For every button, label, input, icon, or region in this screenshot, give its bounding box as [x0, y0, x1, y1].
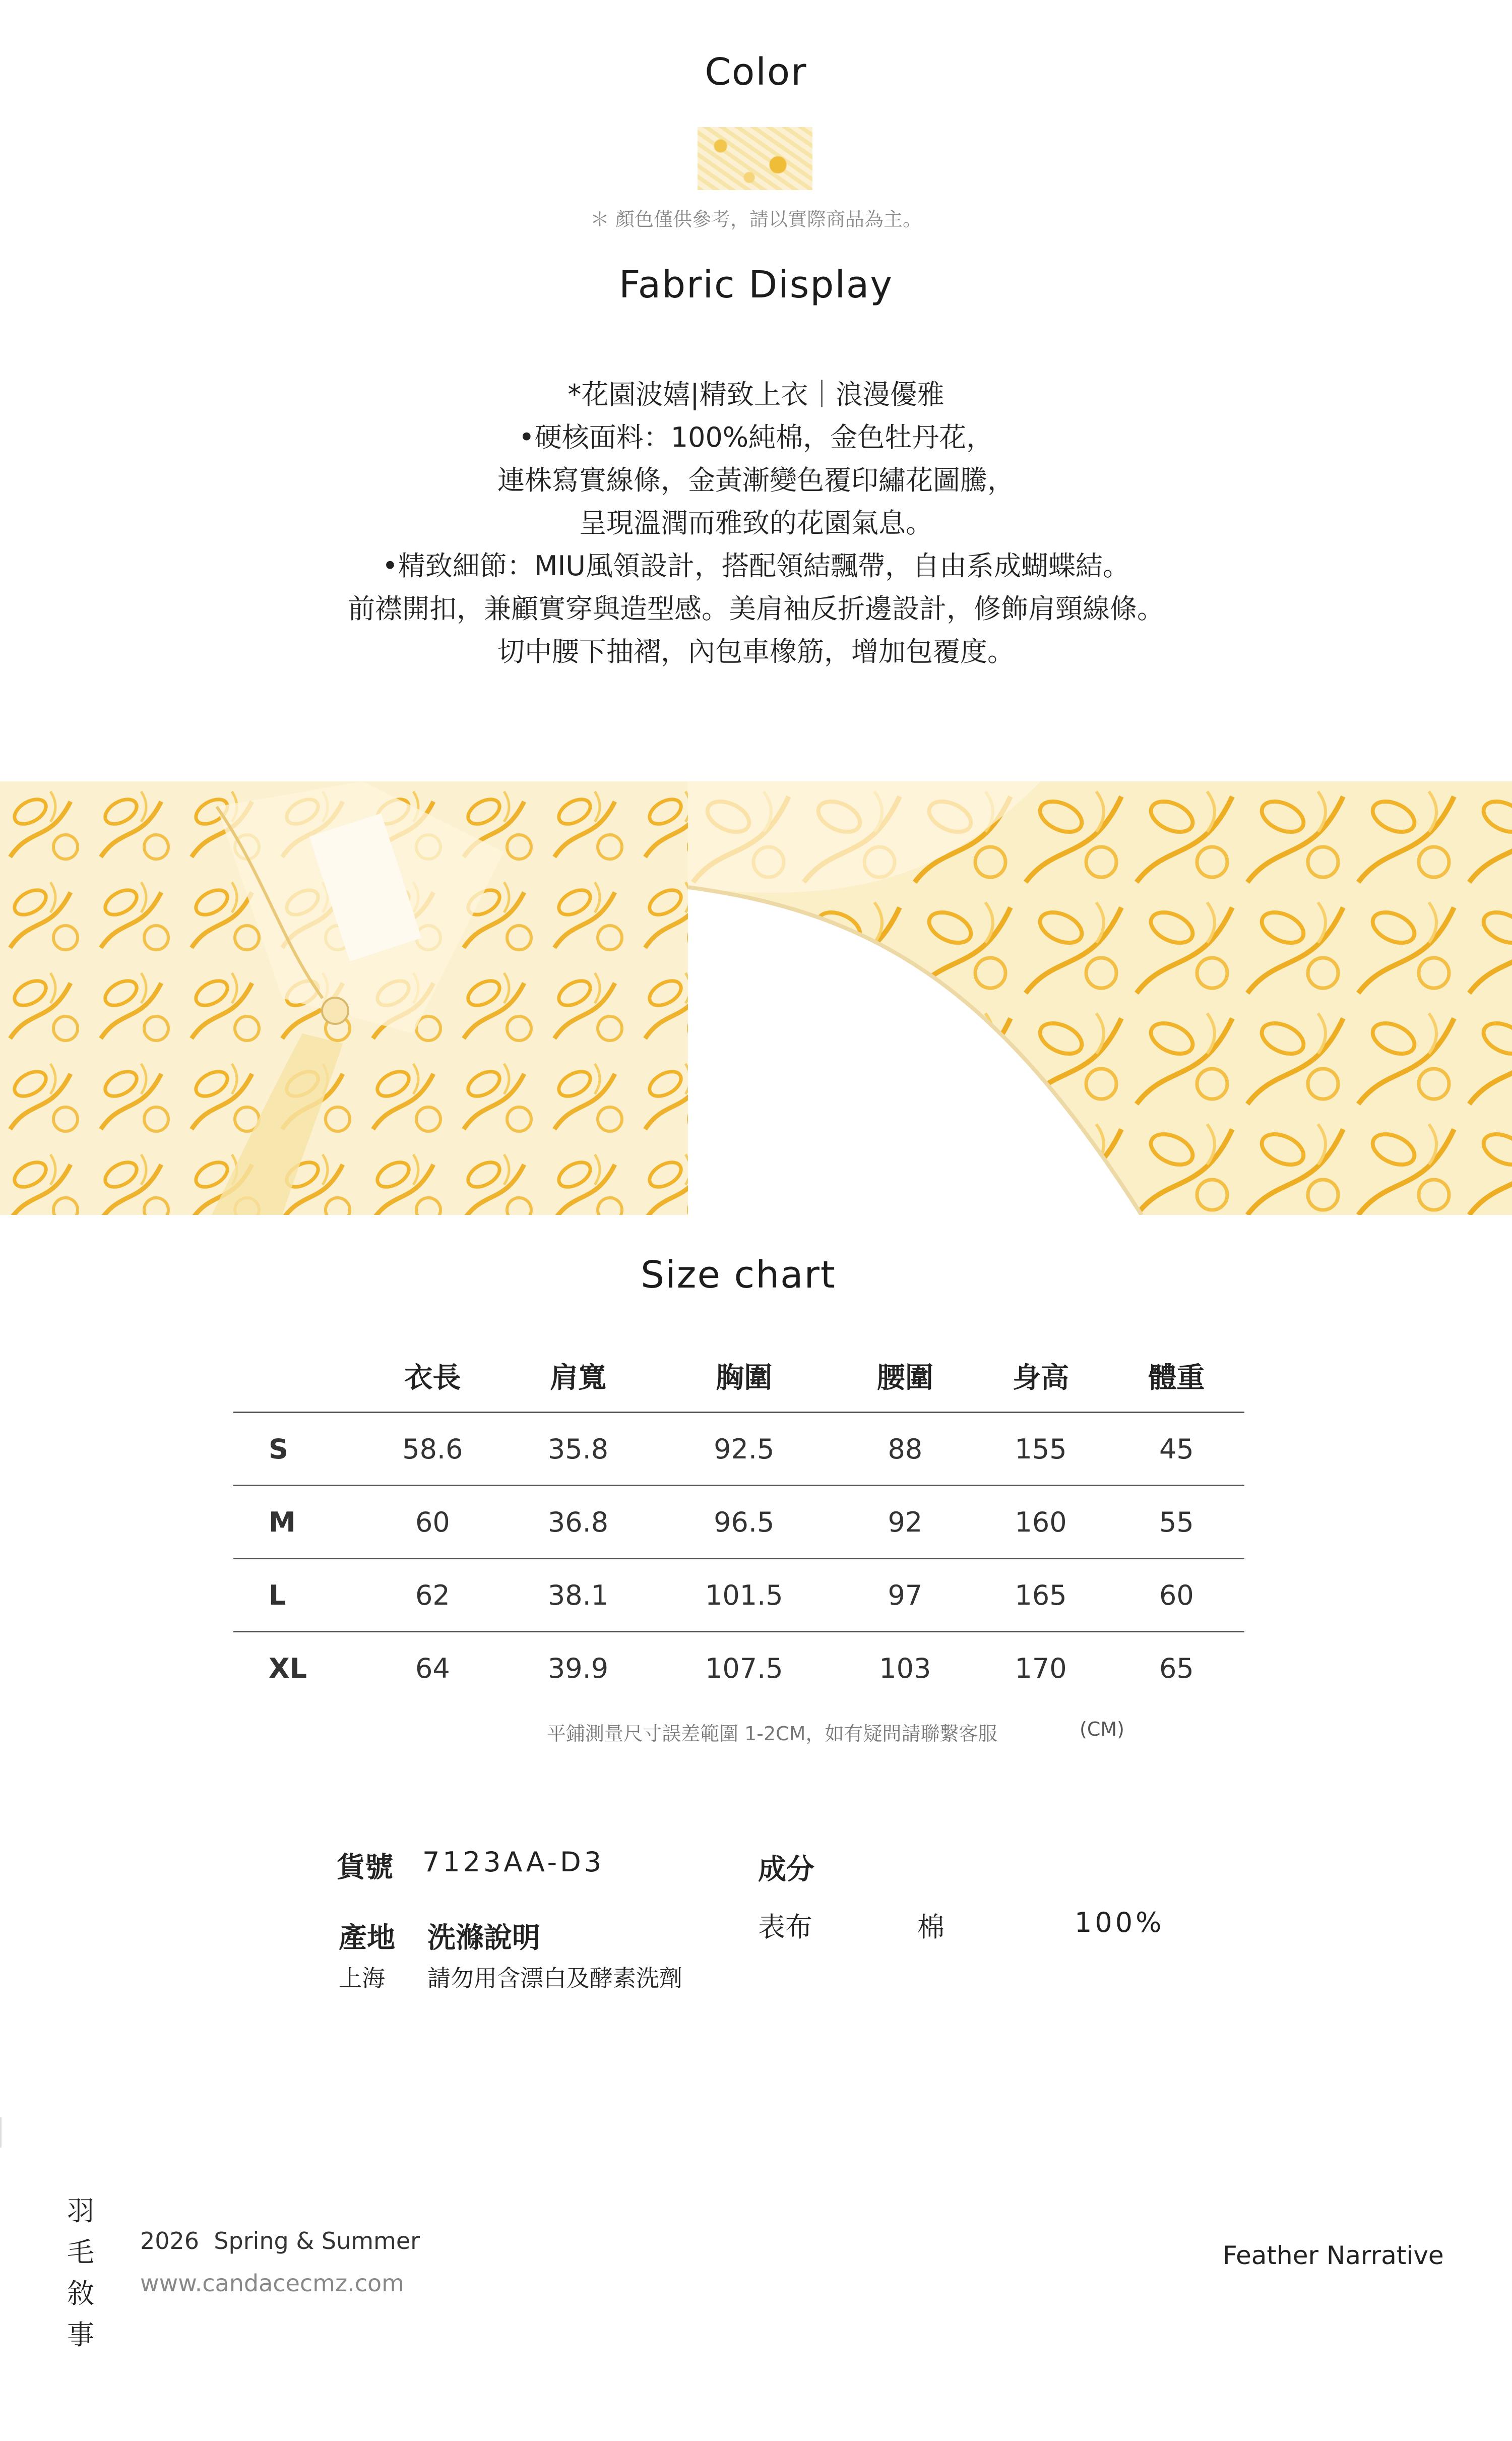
desc-line: 呈現溫潤而雅致的花園氣息。 — [579, 507, 933, 539]
header-height: 身高 — [1013, 1362, 1069, 1394]
table-cell: 103 — [837, 1632, 973, 1704]
desc-line: 前襟開扣，兼顧實穿與造型感。美肩袖反折邊設計，修飾肩頸線條。 — [348, 593, 1164, 625]
size-unit: (CM) — [1080, 1718, 1124, 1740]
table-cell: 92 — [837, 1486, 973, 1559]
header-chest: 胸圍 — [716, 1362, 773, 1394]
table-cell: 60 — [360, 1486, 506, 1559]
size-label: S — [233, 1413, 360, 1486]
size-label: M — [233, 1486, 360, 1559]
color-note: ＊ 顏色僅供參考，請以實際商品為主。 — [590, 208, 922, 230]
table-cell: 35.8 — [506, 1413, 651, 1486]
table-cell: 64 — [360, 1632, 506, 1704]
website-link[interactable]: www.candacecmz.com — [140, 2270, 404, 2297]
table-cell: 160 — [973, 1486, 1108, 1559]
header-weight: 體重 — [1148, 1362, 1205, 1394]
table-cell: 62 — [360, 1559, 506, 1632]
wash-label: 洗滌說明 — [427, 1922, 540, 1955]
table-cell: 101.5 — [651, 1559, 837, 1632]
table-cell: 107.5 — [651, 1632, 837, 1704]
fabric-photo-sleeve — [688, 781, 1512, 1215]
table-cell: 170 — [973, 1632, 1108, 1704]
composition-part: 表布 — [758, 1911, 812, 1943]
table-cell: 96.5 — [651, 1486, 837, 1559]
desc-line: 連株寫實線條，金黃漸變色覆印繡花圖騰， — [497, 464, 1015, 496]
table-cell: 165 — [973, 1559, 1108, 1632]
desc-line: •精致細節：MIU風領設計，搭配領結飄帶，自由系成蝴蝶結。 — [382, 550, 1130, 582]
composition-percent: 100% — [1075, 1907, 1165, 1938]
brand-char: 敘 — [67, 2278, 94, 2309]
composition-label: 成分 — [758, 1853, 814, 1886]
desc-line: 切中腰下抽褶，內包車橡筋，增加包覆度。 — [497, 636, 1015, 667]
table-cell: 60 — [1109, 1559, 1244, 1632]
table-cell: 155 — [973, 1413, 1108, 1486]
item-no-value: 7123AA-D3 — [422, 1846, 605, 1878]
table-cell: 88 — [837, 1413, 973, 1486]
header-waist: 腰圍 — [876, 1362, 933, 1394]
vertical-brand — [66, 2190, 96, 2356]
table-cell: 39.9 — [506, 1632, 651, 1704]
desc-line: •硬核面料：100%純棉，金色牡丹花， — [518, 421, 994, 453]
desc-line: *花園波嬉|精致上衣｜浪漫優雅 — [568, 379, 944, 410]
size-label: XL — [233, 1632, 360, 1704]
table-cell: 65 — [1109, 1632, 1244, 1704]
table-cell: 45 — [1109, 1413, 1244, 1486]
wash-value: 請勿用含漂白及酵素洗劑 — [427, 1965, 682, 1992]
brand-char: 羽 — [67, 2195, 94, 2227]
table-row — [233, 1632, 1244, 1704]
brand-char: 毛 — [67, 2236, 94, 2268]
origin-label: 產地 — [339, 1922, 395, 1955]
header-empty — [233, 1340, 360, 1413]
fabric-photo-collar — [0, 781, 688, 1215]
table-row — [233, 1413, 1244, 1486]
brand-char: 事 — [67, 2319, 94, 2351]
size-table — [233, 1340, 1244, 1704]
origin-value: 上海 — [339, 1965, 385, 1992]
header-shoulder: 肩寬 — [550, 1362, 607, 1394]
table-row — [233, 1486, 1244, 1559]
table-cell: 36.8 — [506, 1486, 651, 1559]
table-cell: 92.5 — [651, 1413, 837, 1486]
size-chart-heading — [0, 1253, 1477, 1297]
color-heading: Color — [705, 50, 807, 94]
table-row — [233, 1559, 1244, 1632]
header-length: 衣長 — [404, 1362, 461, 1394]
season-text: 2026 Spring & Summer — [140, 2227, 420, 2254]
color-swatch[interactable] — [698, 127, 812, 190]
size-chart-title: Size chart — [641, 1253, 836, 1297]
size-note: 平鋪測量尺寸誤差範圍 1-2CM，如有疑問請聯繫客服 — [547, 1723, 997, 1745]
item-no-label: 貨號 — [337, 1851, 393, 1884]
fabric-description — [0, 373, 1512, 673]
table-cell: 58.6 — [360, 1413, 506, 1486]
table-cell: 55 — [1109, 1486, 1244, 1559]
table-cell: 38.1 — [506, 1559, 651, 1632]
fabric-heading: Fabric Display — [618, 263, 894, 307]
table-cell: 97 — [837, 1559, 973, 1632]
size-label: L — [233, 1559, 360, 1632]
composition-material: 棉 — [917, 1911, 944, 1943]
brand-english: Feather Narrative — [1223, 2241, 1444, 2270]
size-table-header — [233, 1340, 1244, 1413]
side-divider — [0, 2117, 2, 2148]
